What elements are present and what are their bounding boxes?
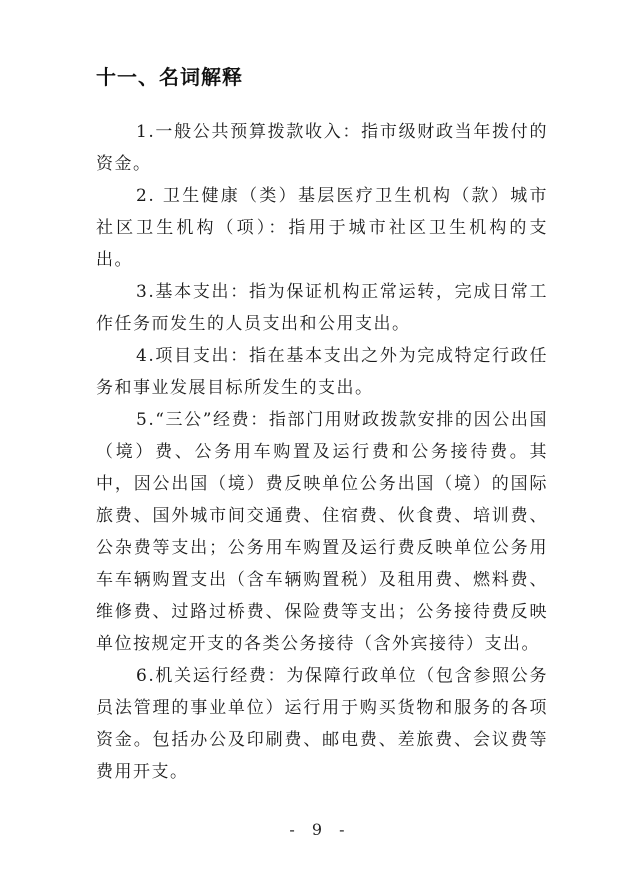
paragraph-3: 3.基本支出：指为保证机构正常运转，完成日常工作任务而发生的人员支出和公用支出。 [96, 282, 548, 334]
paragraph-5: 5.“三公”经费：指部门用财政拨款安排的因公出国（境）费、公务用车购置及运行费和公务接待费。其中，因公出国（境）费反映单位公务出国（境）的国际旅费、国外城市间交通费、住宿费、伙食费、培训费、公杂费等支出；公务用车购置及运行费反映单位公务用车车辆购置支出（含车辆购置税）及租用费、燃料费、维修费、过路过桥费、保险费等支出；公务接待费反映单位按规定开支的各类公务接待（含外宾接待）支出。 [96, 410, 548, 654]
paragraph-6: 6.机关运行经费：为保障行政单位（包含参照公务员法管理的事业单位）运行用于购买货物和服务的各项资金。包括办公及印刷费、邮电费、差旅费、会议费等费用开支。 [96, 666, 548, 782]
page-number: - 9 - [289, 820, 351, 839]
section-heading: 十一、名词解释 [96, 65, 243, 89]
section-body [96, 116, 548, 788]
paragraph-1: 1.一般公共预算拨款收入：指市级财政当年拨付的资金。 [96, 122, 548, 174]
paragraph-2: 2. 卫生健康（类）基层医疗卫生机构（款）城市社区卫生机构（项）：指用于城市社区卫生机构的支出。 [96, 186, 548, 270]
paragraph-4: 4.项目支出：指在基本支出之外为完成特定行政任务和事业发展目标所发生的支出。 [96, 346, 548, 398]
